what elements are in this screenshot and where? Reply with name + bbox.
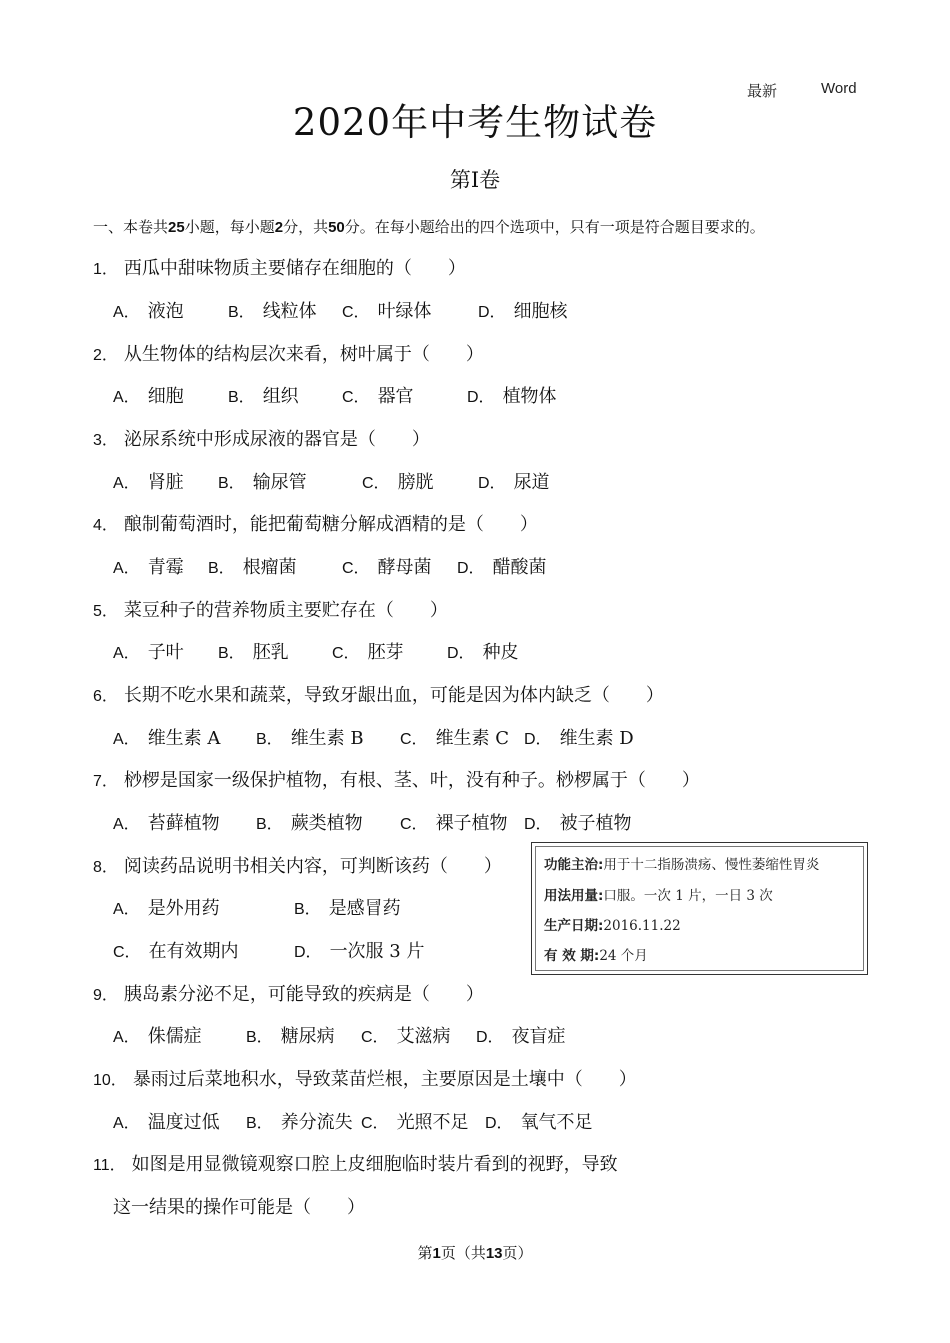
section-instructions bbox=[93, 216, 765, 237]
option bbox=[113, 1022, 202, 1048]
question-number: 6． bbox=[93, 688, 118, 705]
question-text: 泌尿系统中形成尿液的器官是（ ） bbox=[123, 429, 430, 450]
option-text: 蕨类植物 bbox=[290, 813, 363, 834]
option-letter: A． bbox=[113, 475, 140, 492]
question-11-continued bbox=[113, 1193, 365, 1219]
option-letter: D． bbox=[478, 304, 506, 321]
option-letter: A． bbox=[113, 901, 140, 918]
option-text: 氧气不足 bbox=[520, 1112, 593, 1133]
option bbox=[113, 468, 184, 494]
option-text: 侏儒症 bbox=[147, 1026, 202, 1047]
option bbox=[476, 1022, 566, 1048]
option bbox=[208, 553, 297, 579]
option-text: 维生素 D bbox=[559, 728, 634, 749]
option bbox=[113, 937, 239, 963]
option-text: 维生素 C bbox=[435, 728, 510, 749]
option-letter: D． bbox=[485, 1115, 513, 1132]
option-letter: D． bbox=[294, 944, 322, 961]
option-letter: D． bbox=[467, 389, 495, 406]
question-text: 西瓜中甜味物质主要储存在细胞的（ ） bbox=[123, 258, 466, 279]
option bbox=[342, 297, 432, 323]
option bbox=[342, 553, 432, 579]
option-letter: D． bbox=[457, 560, 485, 577]
option bbox=[113, 1108, 220, 1134]
option-letter: A． bbox=[113, 1029, 140, 1046]
option-text: 胚乳 bbox=[252, 642, 289, 663]
question-text: 这一结果的操作可能是（ ） bbox=[113, 1197, 365, 1218]
option-text: 种皮 bbox=[482, 642, 519, 663]
option-letter: C． bbox=[362, 475, 390, 492]
option-letter: B． bbox=[294, 901, 321, 918]
option-text: 是外用药 bbox=[147, 898, 220, 919]
option bbox=[113, 553, 184, 579]
option-letter: B． bbox=[246, 1029, 273, 1046]
page-footer bbox=[0, 1242, 950, 1263]
drug-label-key: 用法用量: bbox=[544, 888, 604, 904]
question-number: 3． bbox=[93, 432, 118, 449]
option-letter: A． bbox=[113, 560, 140, 577]
option-letter: C． bbox=[342, 304, 370, 321]
option-letter: A． bbox=[113, 304, 140, 321]
question-text: 酿制葡萄酒时，能把葡萄糖分解成酒精的是（ ） bbox=[123, 514, 538, 535]
option-letter: B． bbox=[246, 1115, 273, 1132]
question-number: 10． bbox=[93, 1072, 127, 1089]
option-text: 裸子植物 bbox=[435, 813, 508, 834]
question-number: 8． bbox=[93, 859, 118, 876]
option-text: 温度过低 bbox=[147, 1112, 220, 1133]
option-text: 线粒体 bbox=[262, 301, 317, 322]
option-text: 艾滋病 bbox=[396, 1026, 451, 1047]
question-10 bbox=[93, 1065, 637, 1091]
option-letter: A． bbox=[113, 645, 140, 662]
option bbox=[113, 382, 184, 408]
option bbox=[294, 894, 401, 920]
question-text: 暴雨过后菜地积水，导致菜苗烂根，主要原因是土壤中（ ） bbox=[132, 1069, 637, 1090]
drug-label-row bbox=[544, 884, 773, 904]
option bbox=[400, 809, 508, 835]
instr-num-3: 50 bbox=[328, 219, 345, 236]
question-text: 阅读药品说明书相关内容，可判断该药（ ） bbox=[123, 856, 502, 877]
question-number: 2． bbox=[93, 347, 118, 364]
question-number: 5． bbox=[93, 603, 118, 620]
option-letter: A． bbox=[113, 389, 140, 406]
option-text: 膀胱 bbox=[397, 472, 434, 493]
question-text: 胰岛素分泌不足，可能导致的疾病是（ ） bbox=[123, 984, 484, 1005]
drug-label-key: 有 效 期: bbox=[544, 948, 600, 964]
drug-label-value: 2016.11.22 bbox=[603, 918, 681, 934]
header-latest: 最新 bbox=[747, 83, 778, 100]
option-letter: B． bbox=[208, 560, 235, 577]
option-text: 肾脏 bbox=[147, 472, 184, 493]
question-6 bbox=[93, 681, 664, 707]
question-3 bbox=[93, 425, 430, 451]
option-letter: A． bbox=[113, 1115, 140, 1132]
option-text: 输尿管 bbox=[252, 472, 307, 493]
option bbox=[467, 382, 557, 408]
option bbox=[361, 1022, 451, 1048]
question-number: 11． bbox=[93, 1157, 126, 1174]
option-text: 被子植物 bbox=[559, 813, 632, 834]
question-9 bbox=[93, 980, 484, 1006]
option-text: 在有效期内 bbox=[148, 941, 239, 962]
drug-label-row bbox=[544, 944, 648, 964]
option bbox=[332, 638, 404, 664]
footer-text: 页（共 bbox=[440, 1244, 486, 1262]
drug-label-key: 生产日期: bbox=[544, 918, 604, 934]
option bbox=[294, 937, 424, 963]
header-word: Word bbox=[821, 80, 857, 97]
footer-text: 页） bbox=[502, 1244, 533, 1262]
option-text: 酵母菌 bbox=[377, 557, 432, 578]
page-title: 2020年中考生物试卷 bbox=[292, 101, 658, 144]
section-title: 第Ⅰ卷 bbox=[449, 168, 501, 192]
footer-text: 第 bbox=[417, 1244, 433, 1262]
footer-total-pages: 13 bbox=[485, 1245, 503, 1262]
option bbox=[218, 638, 289, 664]
option bbox=[113, 894, 220, 920]
instr-text-3: 分，共 bbox=[283, 218, 329, 236]
drug-label-image bbox=[531, 842, 868, 975]
option bbox=[361, 1108, 469, 1134]
option-text: 醋酸菌 bbox=[492, 557, 547, 578]
option-text: 维生素 B bbox=[290, 728, 364, 749]
option-letter: D． bbox=[478, 475, 506, 492]
instr-text-1: 一、本卷共 bbox=[93, 218, 169, 236]
option-text: 夜盲症 bbox=[511, 1026, 566, 1047]
option-letter: C． bbox=[332, 645, 360, 662]
option-letter: A． bbox=[113, 731, 140, 748]
question-number: 7． bbox=[93, 773, 118, 790]
option bbox=[478, 468, 550, 494]
option bbox=[218, 468, 307, 494]
option bbox=[400, 724, 509, 750]
drug-label-value: 用于十二指肠溃疡、慢性萎缩性胃炎 bbox=[603, 857, 820, 873]
question-8 bbox=[93, 852, 502, 878]
instr-num-1: 25 bbox=[168, 219, 185, 236]
question-text: 如图是用显微镜观察口腔上皮细胞临时装片看到的视野，导致 bbox=[131, 1154, 618, 1175]
option-text: 子叶 bbox=[147, 642, 184, 663]
option bbox=[362, 468, 434, 494]
option-letter: B． bbox=[228, 304, 255, 321]
option bbox=[485, 1108, 593, 1134]
option-text: 维生素 A bbox=[147, 728, 221, 749]
option bbox=[113, 297, 184, 323]
option-text: 是感冒药 bbox=[328, 898, 401, 919]
question-1 bbox=[93, 254, 466, 280]
option bbox=[524, 809, 632, 835]
option bbox=[228, 382, 299, 408]
option bbox=[256, 809, 363, 835]
option-text: 叶绿体 bbox=[377, 301, 432, 322]
option-text: 一次服 3 片 bbox=[329, 941, 425, 962]
option bbox=[478, 297, 568, 323]
option-letter: C． bbox=[361, 1029, 389, 1046]
drug-label-key: 功能主治: bbox=[544, 857, 604, 873]
option bbox=[246, 1022, 335, 1048]
question-number: 1． bbox=[93, 261, 118, 278]
question-11 bbox=[93, 1150, 618, 1176]
option-letter: C． bbox=[400, 816, 428, 833]
question-7 bbox=[93, 766, 700, 792]
drug-label-row bbox=[544, 853, 819, 873]
option bbox=[524, 724, 634, 750]
option-text: 器官 bbox=[377, 386, 414, 407]
option-letter: D． bbox=[447, 645, 475, 662]
instr-text-2: 小题，每小题 bbox=[184, 218, 275, 236]
option-text: 养分流失 bbox=[280, 1112, 353, 1133]
option-text: 液泡 bbox=[147, 301, 184, 322]
option-letter: D． bbox=[524, 731, 552, 748]
option-text: 尿道 bbox=[513, 472, 550, 493]
question-text: 长期不吃水果和蔬菜，导致牙龈出血，可能是因为体内缺乏（ ） bbox=[123, 685, 664, 706]
question-4 bbox=[93, 510, 538, 536]
option-text: 苔藓植物 bbox=[147, 813, 220, 834]
option bbox=[447, 638, 519, 664]
drug-label-value: 口服。一次 1 片，一日 3 次 bbox=[603, 888, 773, 904]
instr-text-4: 分。在每小题给出的四个选项中，只有一项是符合题目要求的。 bbox=[344, 218, 765, 236]
option-letter: C． bbox=[361, 1115, 389, 1132]
option bbox=[113, 638, 184, 664]
drug-label-value: 24 个月 bbox=[599, 948, 648, 964]
option bbox=[342, 382, 414, 408]
option-letter: C． bbox=[342, 389, 370, 406]
question-5 bbox=[93, 596, 448, 622]
option bbox=[113, 724, 220, 750]
option-letter: A． bbox=[113, 816, 140, 833]
option-letter: B． bbox=[256, 816, 283, 833]
option-text: 糖尿病 bbox=[280, 1026, 335, 1047]
option-text: 光照不足 bbox=[396, 1112, 469, 1133]
option-letter: C． bbox=[113, 944, 141, 961]
question-2 bbox=[93, 340, 484, 366]
question-number: 4． bbox=[93, 517, 118, 534]
question-text: 菜豆种子的营养物质主要贮存在（ ） bbox=[123, 600, 448, 621]
option-letter: C． bbox=[400, 731, 428, 748]
option bbox=[113, 809, 220, 835]
question-text: 桫椤是国家一级保护植物，有根、茎、叶，没有种子。桫椤属于（ ） bbox=[123, 770, 700, 791]
option-text: 青霉 bbox=[147, 557, 184, 578]
option-text: 细胞核 bbox=[513, 301, 568, 322]
option-letter: B． bbox=[228, 389, 255, 406]
question-number: 9． bbox=[93, 987, 118, 1004]
option-letter: D． bbox=[476, 1029, 504, 1046]
option-text: 胚芽 bbox=[367, 642, 404, 663]
option-text: 植物体 bbox=[502, 386, 557, 407]
option bbox=[228, 297, 317, 323]
option bbox=[246, 1108, 353, 1134]
option-letter: B． bbox=[218, 645, 245, 662]
option bbox=[256, 724, 364, 750]
option-text: 组织 bbox=[262, 386, 299, 407]
option-text: 根瘤菌 bbox=[242, 557, 297, 578]
option-letter: B． bbox=[218, 475, 245, 492]
option-text: 细胞 bbox=[147, 386, 184, 407]
instr-num-2: 2 bbox=[274, 219, 284, 236]
option-letter: B． bbox=[256, 731, 283, 748]
option-letter: D． bbox=[524, 816, 552, 833]
question-text: 从生物体的结构层次来看，树叶属于（ ） bbox=[123, 344, 484, 365]
drug-label-row bbox=[544, 914, 681, 934]
option bbox=[457, 553, 547, 579]
footer-page-number: 1 bbox=[432, 1245, 441, 1262]
option-letter: C． bbox=[342, 560, 370, 577]
